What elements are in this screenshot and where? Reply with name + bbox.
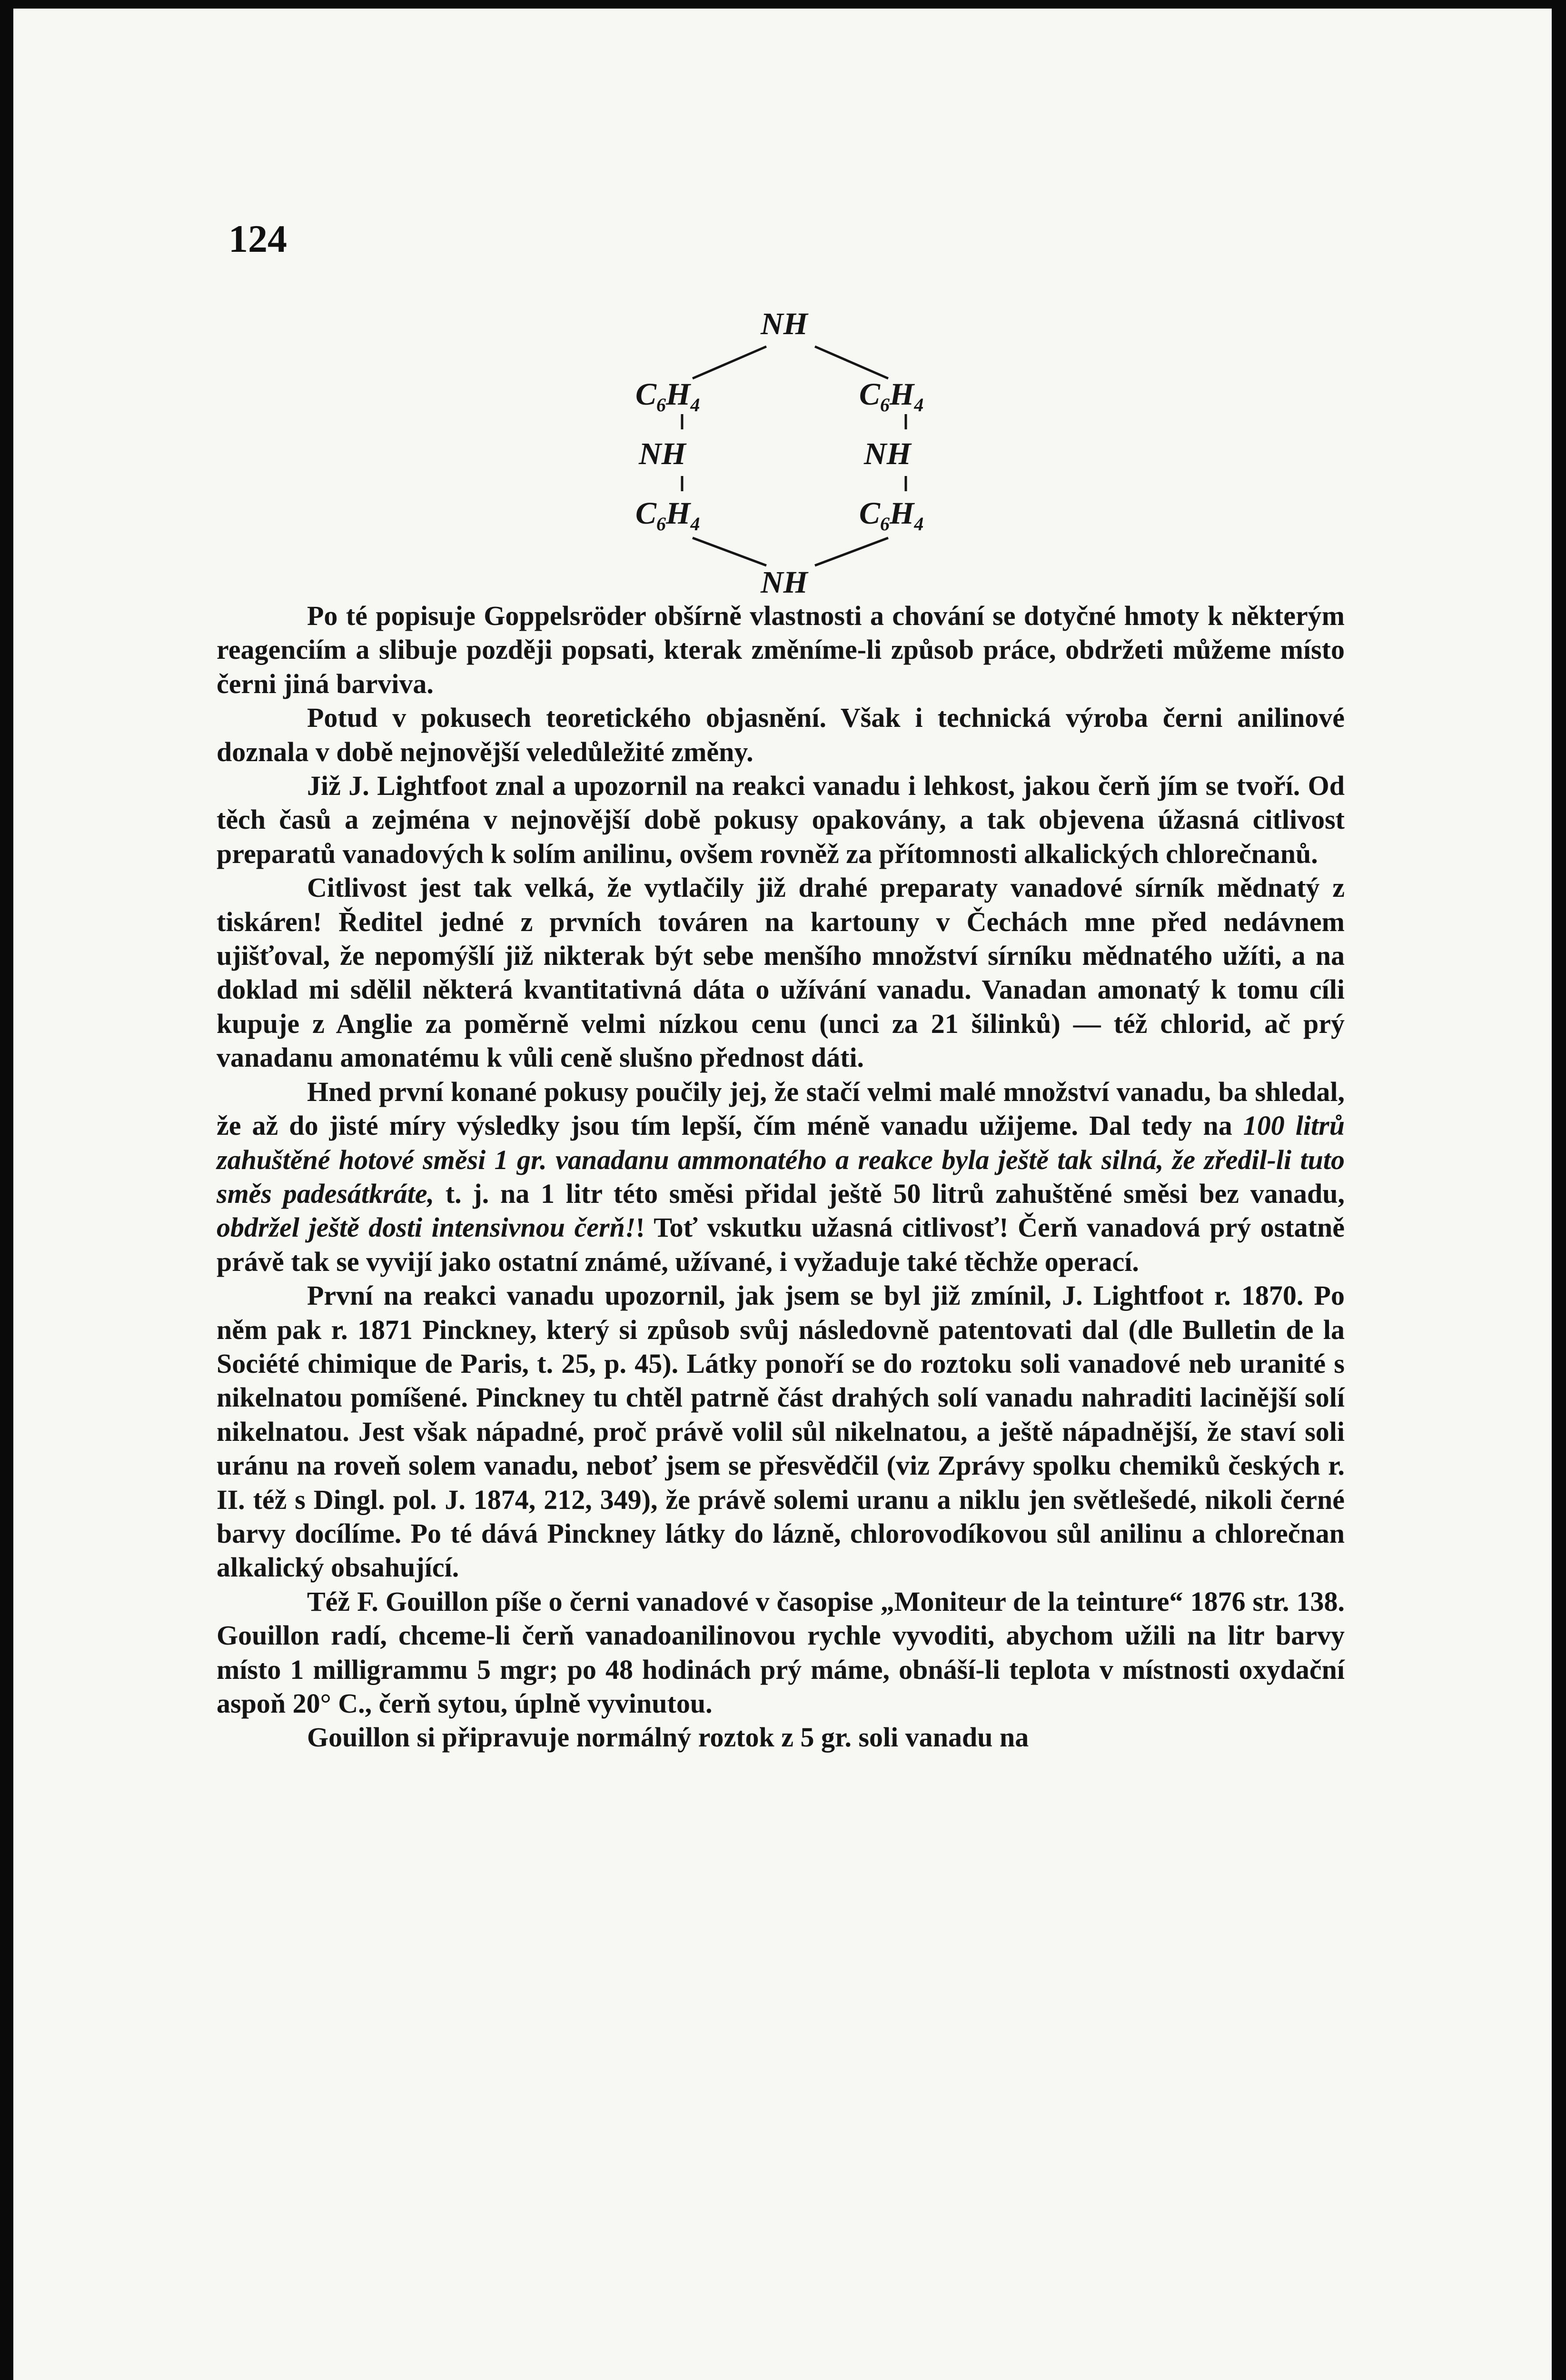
bond-bottom-right bbox=[815, 538, 888, 565]
paragraph-5-italic-d: obdržel ještě dosti intensivnou čerň! bbox=[217, 1212, 636, 1243]
paragraph-7: Též F. Gouillon píše o černi vanadové v časopise „Moniteur de la teinture“ 1876 str. 138. Gouillon radí, chceme-li čerň vanadoanilinovou rychle vyvoditi, abychom užili na litr barvy místo 1 milligrammu 5 mgr; po 48 hodinách prý máme, obnáší-li teplota v místnosti oxydační aspoň 20° C., čerň sytou, úplně vyvinutou. bbox=[217, 1586, 1345, 1719]
body-text bbox=[217, 599, 1345, 1755]
paragraph-1: Po té popisuje Goppelsröder obšírně vlastnosti a chování se dotyčné hmoty k některým reagenciím a slibuje později popsati, kterak změníme-li způsob práce, obdržeti můžeme místo černi jiná barviva. bbox=[217, 600, 1345, 699]
formula-right-c6h4-bottom: $C_6H_4$ bbox=[859, 496, 924, 535]
paragraph-5-italic-b: 100 litrů zahuštěné hotové směsi 1 gr. vanadanu ammonatého a reakce byla ještě tak silná, že zředil-li tuto směs padesátkráte, bbox=[217, 1110, 1345, 1209]
paragraph-4: Citlivost jest tak velká, že vytlačily již drahé preparaty vanadové sírník mědnatý z tiskáren! Ředitel jedné z prvních továren na kartouny v Čechách mne před nedávnem ujišťoval, že nepomýšlí již nikterak být sebe menšího množství sírníku mědnatého užíti, a na doklad mi sdělil některá kvantitativná dáta o užívání vanadu. Vanadan amonatý k tomu cíli kupuje z Anglie za poměrně velmi nízkou cenu (unci za 21 šilinků) — též chlorid, ač prý vanadanu amonatému k vůli ceně slušno přednost dáti. bbox=[217, 872, 1345, 1073]
bond-bottom-left bbox=[693, 538, 766, 565]
formula-top-nh: NH bbox=[761, 307, 808, 341]
paragraph-5-part-e: ! Toť vskutku užasná citlivosť! Čerň vanadová prý ostatně právě tak se vyvijí jako ostatní známé, užívané, i vyžaduje také těchže operací. bbox=[217, 1212, 1345, 1277]
paragraph-6: První na reakci vanadu upozornil, jak jsem se byl již zmínil, J. Lightfoot r. 1870. Po něm pak r. 1871 Pinckney, který si způsob svůj následovně patentovati dal (dle Bulletin de la Société chimique de Paris, t. 25, p. 45). Látky ponoří se do roztoku soli vanadové neb uranité s nikelnatou pomíšené. Pinckney tu chtěl patrně část drahých solí vanadu nahraditi lacinější solí nikelnatou. Jest však nápadné, proč právě volil sůl nikelnatou, a ještě nápadnější, že staví soli uránu na roveň solem vanadu, neboť jsem se přesvědčil (viz Zprávy spolku chemiků českých r. II. též s Dingl. pol. J. 1874, 212, 349), že právě solemi uranu a niklu jen světlešedé, nikoli černé barvy docílíme. Po té dává Pinckney látky do lázně, chlorovodíkovou sůl anilinu a chlorečnan alkalický obsahující. bbox=[217, 1280, 1345, 1583]
paragraph-5-part-a: Hned první konané pokusy poučily jej, že stačí velmi malé množství vanadu, ba shledal, že až do jisté míry výsledky jsou tím lepší, čím méně vanadu užijeme. Dal tedy na bbox=[217, 1076, 1345, 1141]
chemical-ring-formula bbox=[0, 0, 1566, 619]
paragraph-8: Gouillon si připravuje normálný roztok z 5 gr. soli vanadu na bbox=[307, 1722, 1029, 1753]
formula-right-c6h4-top: $C_6H_4$ bbox=[859, 377, 924, 416]
paragraph-5 bbox=[217, 1075, 1345, 1279]
formula-left-c6h4-top: $C_6H_4$ bbox=[635, 377, 700, 416]
formula-left-c6h4-bottom: $C_6H_4$ bbox=[635, 496, 700, 535]
formula-bottom-nh: NH bbox=[761, 565, 808, 600]
formula-left-nh: NH bbox=[639, 436, 686, 471]
paragraph-2: Potud v pokusech teoretického objasnění. Však i technická výroba černi anilinové doznala v době nejnovější veledůležité změny. bbox=[217, 702, 1345, 767]
bond-top-left bbox=[693, 347, 766, 378]
formula-right-nh: NH bbox=[864, 436, 911, 471]
bond-top-right bbox=[815, 347, 888, 378]
page-number: 124 bbox=[228, 217, 287, 260]
paragraph-3: Již J. Lightfoot znal a upozornil na reakci vanadu i lehkost, jakou čerň jím se tvoří. Od těch časů a zejména v nejnovější době pokusy opakovány, a tak objevena úžasná citlivost preparatů vanadových k solím anilinu, ovšem rovněž za přítomnosti alkalických chlorečnanů. bbox=[217, 770, 1345, 869]
paragraph-5-part-c: t. j. na 1 litr této směsi přidal ještě 50 litrů zahuštěné směsi bez vanadu, bbox=[434, 1178, 1345, 1209]
